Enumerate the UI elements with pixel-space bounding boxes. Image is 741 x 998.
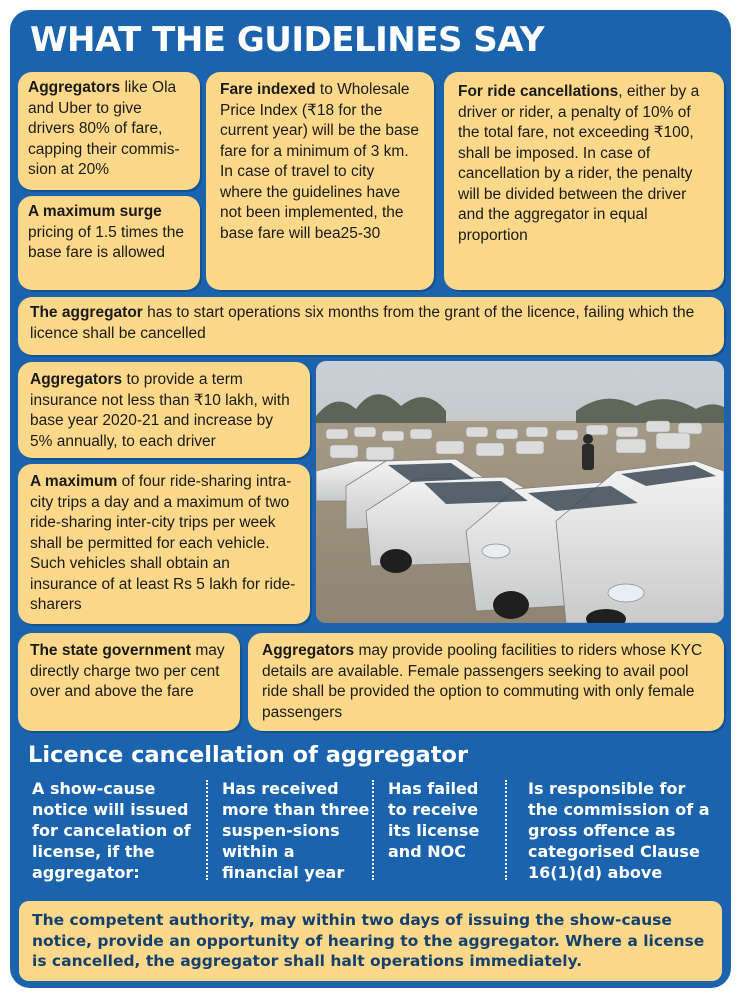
licence-condition-intro: A show-cause notice will issued for cancelation of license, if the aggregator: xyxy=(32,779,191,882)
card-operations xyxy=(18,297,724,355)
column-divider xyxy=(505,780,507,880)
licence-condition-offence: Is responsible for the commission of a gross offence as categorised Clause 16(1)(d) above xyxy=(528,779,710,882)
card-lead: Aggregators xyxy=(262,642,355,659)
card-lead: A maximum xyxy=(30,473,118,490)
licence-condition-suspensions: Has received more than three suspen-sions within a financial year xyxy=(222,779,370,882)
card-lead: The aggregator xyxy=(30,304,143,321)
taxi-photo-illustration xyxy=(316,361,724,623)
card-lead: Fare indexed xyxy=(220,81,316,98)
card-body: of four ride-sharing intra-city trips a day and a maximum of two ride-sharing inter-city trips per week shall be permitted for each vehicle. Such vehicles shall obtain an insurance of at least Rs 5 lakh for ride-sharers xyxy=(30,473,296,613)
page-title: WHAT THE GUIDELINES SAY xyxy=(30,20,544,60)
licence-condition-noc: Has failed to receive its license and NOC xyxy=(388,779,480,861)
card-ride-sharing xyxy=(18,464,310,624)
card-fare-index xyxy=(206,72,434,290)
card-insurance xyxy=(18,362,310,458)
card-body: has to start operations six months from the grant of the licence, failing which the licence shall be cancelled xyxy=(30,304,695,342)
card-lead: The state government xyxy=(30,642,192,659)
card-body: to provide a term insurance not less than ₹10 lakh, with base year 2020-21 and increase by 5% annually, to each driver xyxy=(30,371,290,450)
card-lead: For ride cancellations xyxy=(458,83,619,100)
footer-note: The competent authority, may within two days of issuing the show-cause notice, provide an opportunity of hearing to the aggregator. Where a license is cancelled, the aggregator shall halt operations immediately. xyxy=(32,911,705,970)
licence-section-heading: Licence cancellation of aggregator xyxy=(28,742,469,768)
card-lead: A maximum surge xyxy=(28,203,162,220)
card-pooling xyxy=(248,633,724,731)
column-divider xyxy=(372,780,374,880)
card-surge xyxy=(18,196,200,290)
card-state-charge xyxy=(18,633,240,731)
column-divider xyxy=(206,780,208,880)
card-commission xyxy=(18,72,200,190)
card-body: like Ola and Uber to give drivers 80% of fare, capping their commis-sion at 20% xyxy=(28,79,180,178)
card-cancellations xyxy=(444,72,724,290)
card-body: pricing of 1.5 times the base fare is allowed xyxy=(28,223,184,261)
card-lead: Aggregators xyxy=(30,371,123,388)
card-body: , either by a driver or rider, a penalty of 10% of the total fare, not exceeding ₹100, shall be imposed. In case of cancellation by a rider, the penalty will be divided between the driver and the aggregator in equal proportion xyxy=(458,83,700,244)
card-lead: Aggregators xyxy=(28,79,121,96)
card-body: to Wholesale Price Index (₹18 for the current year) will be the base fare for a minimum of 3 km. In case of travel to city where the guidelines have not been implemented, the base fare will bea25-30 xyxy=(220,81,420,242)
taxi-parking-photo xyxy=(316,361,724,623)
card-body: may directly charge two per cent over and above the fare xyxy=(30,642,225,700)
card-body: may provide pooling facilities to riders whose KYC details are available. Female passengers seeking to avail pool ride shall be provided the option to commuting with only female passengers xyxy=(262,642,703,721)
